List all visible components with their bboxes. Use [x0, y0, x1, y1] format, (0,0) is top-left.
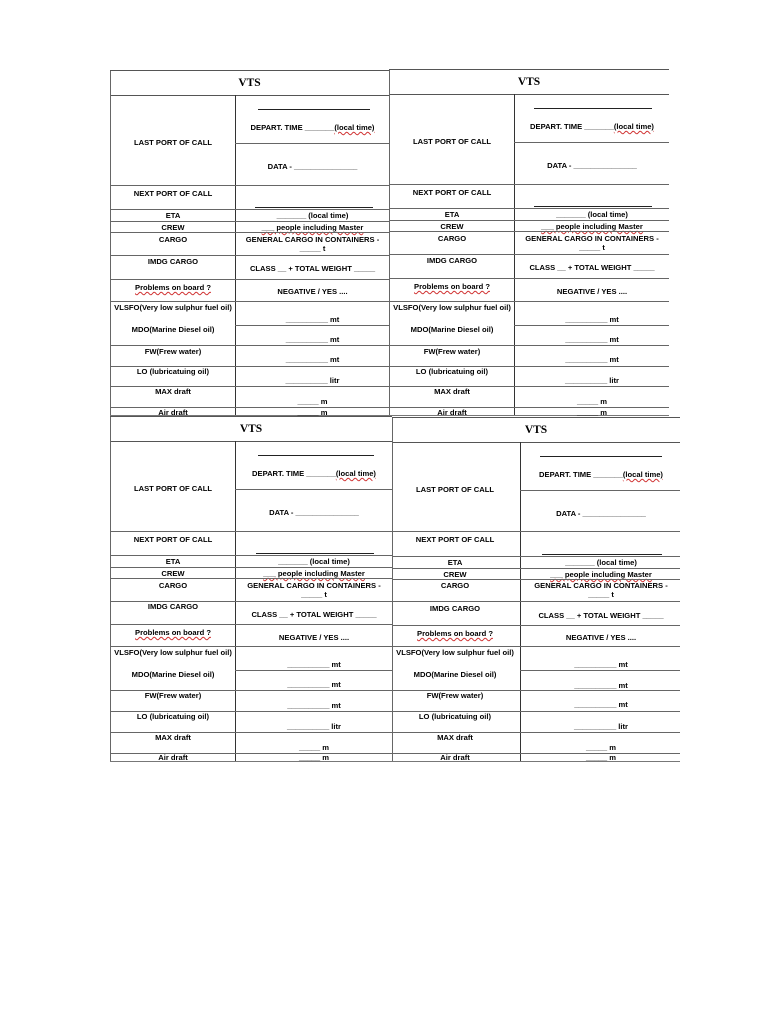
last-port-blank[interactable]: [258, 455, 374, 456]
data-field[interactable]: DATA - _______________: [269, 508, 359, 517]
vts-form-bottom-right: [392, 417, 680, 762]
lo-label: LO (lubricatuing oil): [418, 712, 492, 721]
max-draft-field[interactable]: _____ m: [299, 743, 329, 752]
vlsfo-field[interactable]: __________ mt: [565, 315, 619, 324]
row-rule: [110, 301, 389, 302]
crew-label: CREW: [440, 222, 464, 231]
row-rule: [392, 568, 680, 569]
mdo-label: MDO(Marine Diesel oil): [131, 670, 215, 679]
row-rule: [110, 345, 389, 346]
max-draft-label: MAX draft: [434, 387, 470, 396]
air-draft-label: Air draft: [437, 408, 467, 417]
next-port-blank[interactable]: [542, 554, 662, 555]
form-title: VTS: [392, 418, 680, 443]
problems-label: Problems on board ?: [417, 629, 493, 638]
crew-field[interactable]: ___ people including Master: [550, 570, 652, 579]
row-rule: [110, 255, 389, 256]
row-rule: [389, 301, 669, 302]
row-rule: [110, 221, 389, 222]
row-rule: [520, 670, 680, 671]
lo-field[interactable]: __________ litr: [564, 376, 620, 385]
crew-label: CREW: [161, 223, 185, 232]
vlsfo-field[interactable]: __________ mt: [574, 660, 628, 669]
vts-form-top-right: [389, 69, 669, 416]
cargo-field[interactable]: GENERAL CARGO IN CONTAINERS - _____ t: [245, 235, 380, 253]
form-title: VTS: [110, 71, 389, 96]
row-rule: [235, 325, 389, 326]
mdo-field[interactable]: __________ mt: [287, 680, 341, 689]
crew-label: CREW: [443, 570, 467, 579]
lo-label: LO (lubricatuing oil): [415, 367, 489, 376]
depart-time-field[interactable]: DEPART. TIME _______(local time): [539, 470, 663, 479]
row-rule: [389, 345, 669, 346]
max-draft-label: MAX draft: [155, 387, 191, 396]
next-port-label: NEXT PORT OF CALL: [133, 535, 213, 544]
row-rule: [392, 556, 680, 557]
page-blank-area: [0, 760, 768, 1024]
next-port-blank[interactable]: [255, 207, 373, 208]
imdg-field[interactable]: CLASS __ + TOTAL WEIGHT _____: [251, 610, 377, 619]
data-field[interactable]: DATA - _______________: [556, 509, 646, 518]
lo-field[interactable]: __________ litr: [573, 722, 629, 731]
crew-field[interactable]: ___ people including Master: [541, 222, 643, 231]
next-port-label: NEXT PORT OF CALL: [412, 188, 492, 197]
max-draft-field[interactable]: _____ m: [577, 397, 607, 406]
fw-label: FW(Frew water): [423, 347, 481, 356]
cargo-label: CARGO: [440, 581, 470, 590]
eta-field[interactable]: _______ (local time): [556, 210, 628, 219]
fw-field[interactable]: __________ mt: [565, 355, 619, 364]
imdg-label: IMDG CARGO: [429, 604, 481, 613]
mdo-label: MDO(Marine Diesel oil): [413, 670, 497, 679]
max-draft-label: MAX draft: [437, 733, 473, 742]
last-port-label: LAST PORT OF CALL: [133, 138, 213, 147]
row-rule: [235, 670, 392, 671]
fw-field[interactable]: __________ mt: [287, 701, 341, 710]
form-title: VTS: [110, 417, 392, 442]
air-draft-field[interactable]: _____ m: [577, 408, 607, 417]
imdg-label: IMDG CARGO: [147, 257, 199, 266]
problems-label: Problems on board ?: [135, 283, 211, 292]
vlsfo-field[interactable]: __________ mt: [285, 315, 340, 324]
form-left-edge: [389, 70, 390, 415]
eta-label: ETA: [165, 557, 181, 566]
form-title: VTS: [389, 70, 669, 95]
problems-field[interactable]: NEGATIVE / YES ....: [565, 633, 637, 642]
vts-form-bottom-left: [110, 416, 392, 762]
cargo-label: CARGO: [437, 234, 467, 243]
form-left-edge: [110, 417, 111, 761]
row-rule: [110, 232, 389, 233]
row-rule: [392, 531, 680, 532]
air-draft-label: Air draft: [440, 753, 470, 762]
mdo-label: MDO(Marine Diesel oil): [131, 325, 215, 334]
last-port-blank[interactable]: [534, 108, 652, 109]
vlsfo-label: VLSFO(Very low sulphur fuel oil): [114, 303, 232, 312]
row-rule: [389, 184, 669, 185]
row-rule: [514, 325, 669, 326]
form-left-edge: [392, 418, 393, 761]
eta-field[interactable]: _______ (local time): [565, 558, 637, 567]
max-draft-field[interactable]: _____ m: [586, 743, 616, 752]
next-port-label: NEXT PORT OF CALL: [415, 535, 495, 544]
eta-field[interactable]: _______ (local time): [276, 211, 349, 220]
lo-field[interactable]: __________ litr: [286, 722, 342, 731]
row-rule: [389, 208, 669, 209]
imdg-label: IMDG CARGO: [426, 256, 478, 265]
vlsfo-label: VLSFO(Very low sulphur fuel oil): [396, 648, 514, 657]
mdo-field[interactable]: __________ mt: [285, 335, 340, 344]
last-port-label: LAST PORT OF CALL: [415, 485, 495, 494]
vlsfo-label: VLSFO(Very low sulphur fuel oil): [393, 303, 511, 312]
next-port-blank[interactable]: [256, 553, 374, 554]
row-rule: [110, 279, 389, 280]
row-rule: [110, 567, 392, 568]
max-draft-label: MAX draft: [155, 733, 191, 742]
next-port-blank[interactable]: [534, 206, 652, 207]
eta-label: ETA: [165, 211, 181, 220]
data-field[interactable]: DATA - _______________: [267, 162, 358, 171]
mdo-label: MDO(Marine Diesel oil): [410, 325, 494, 334]
air-draft-field[interactable]: _____ m: [586, 753, 616, 762]
next-port-label: NEXT PORT OF CALL: [133, 189, 213, 198]
row-rule: [110, 185, 389, 186]
air-draft-label: Air draft: [158, 408, 188, 417]
last-port-label: LAST PORT OF CALL: [133, 484, 213, 493]
eta-label: ETA: [444, 210, 460, 219]
last-port-blank[interactable]: [258, 109, 370, 110]
crew-label: CREW: [161, 569, 185, 578]
vlsfo-field[interactable]: __________ mt: [287, 660, 341, 669]
lo-label: LO (lubricatuing oil): [136, 712, 210, 721]
fw-label: FW(Frew water): [144, 347, 202, 356]
cargo-field[interactable]: GENERAL CARGO IN CONTAINERS - _____ t: [525, 234, 659, 252]
row-rule: [110, 624, 392, 625]
problems-field[interactable]: NEGATIVE / YES ....: [277, 287, 348, 296]
vlsfo-label: VLSFO(Very low sulphur fuel oil): [114, 648, 232, 657]
row-rule: [514, 142, 669, 143]
vts-form-top-left: [110, 70, 389, 416]
row-rule: [110, 578, 392, 579]
row-rule: [389, 278, 669, 279]
last-port-blank[interactable]: [540, 456, 662, 457]
depart-time-field[interactable]: DEPART. TIME _______(local time): [250, 123, 375, 132]
cargo-field[interactable]: GENERAL CARGO IN CONTAINERS - _____ t: [247, 581, 381, 599]
form-left-edge: [110, 71, 111, 415]
crew-field[interactable]: ___ people including Master: [261, 223, 364, 232]
mdo-field[interactable]: __________ mt: [565, 335, 619, 344]
row-rule: [392, 646, 680, 647]
problems-field[interactable]: NEGATIVE / YES ....: [556, 287, 628, 296]
last-port-label: LAST PORT OF CALL: [412, 137, 492, 146]
row-rule: [389, 254, 669, 255]
data-field[interactable]: DATA - _______________: [547, 161, 637, 170]
problems-label: Problems on board ?: [414, 282, 490, 291]
eta-label: ETA: [447, 558, 463, 567]
fw-field[interactable]: __________ mt: [285, 355, 340, 364]
problems-label: Problems on board ?: [135, 628, 211, 637]
row-rule: [392, 601, 680, 602]
fw-field[interactable]: __________ mt: [574, 700, 628, 709]
row-rule: [392, 579, 680, 580]
cargo-label: CARGO: [158, 235, 188, 244]
max-draft-field[interactable]: _____ m: [297, 397, 328, 406]
air-draft-label: Air draft: [158, 753, 188, 762]
imdg-field[interactable]: CLASS __ + TOTAL WEIGHT _____: [538, 611, 664, 620]
eta-field[interactable]: _______ (local time): [278, 557, 350, 566]
imdg-field[interactable]: CLASS __ + TOTAL WEIGHT _____: [529, 263, 655, 272]
row-rule: [110, 209, 389, 210]
crew-field[interactable]: ___ people including Master: [263, 569, 365, 578]
air-draft-field[interactable]: _____ m: [299, 753, 329, 762]
air-draft-field[interactable]: _____ m: [297, 408, 328, 417]
row-rule: [392, 625, 680, 626]
lo-field[interactable]: __________ litr: [285, 376, 340, 385]
imdg-label: IMDG CARGO: [147, 602, 199, 611]
cargo-field[interactable]: GENERAL CARGO IN CONTAINERS - _____ t: [534, 581, 668, 599]
row-rule: [389, 220, 669, 221]
cargo-label: CARGO: [158, 581, 188, 590]
row-rule: [520, 490, 680, 491]
mdo-field[interactable]: __________ mt: [574, 681, 628, 690]
depart-time-field[interactable]: DEPART. TIME _______(local time): [252, 469, 376, 478]
lo-label: LO (lubricatuing oil): [136, 367, 210, 376]
row-rule: [110, 531, 392, 532]
fw-label: FW(Frew water): [144, 691, 202, 700]
row-rule: [110, 555, 392, 556]
depart-time-field[interactable]: DEPART. TIME _______(local time): [530, 122, 654, 131]
row-rule: [235, 489, 392, 490]
problems-field[interactable]: NEGATIVE / YES ....: [278, 633, 350, 642]
fw-label: FW(Frew water): [426, 691, 484, 700]
imdg-field[interactable]: CLASS __ + TOTAL WEIGHT _____: [249, 264, 376, 273]
row-rule: [235, 143, 389, 144]
row-rule: [110, 646, 392, 647]
row-rule: [389, 231, 669, 232]
